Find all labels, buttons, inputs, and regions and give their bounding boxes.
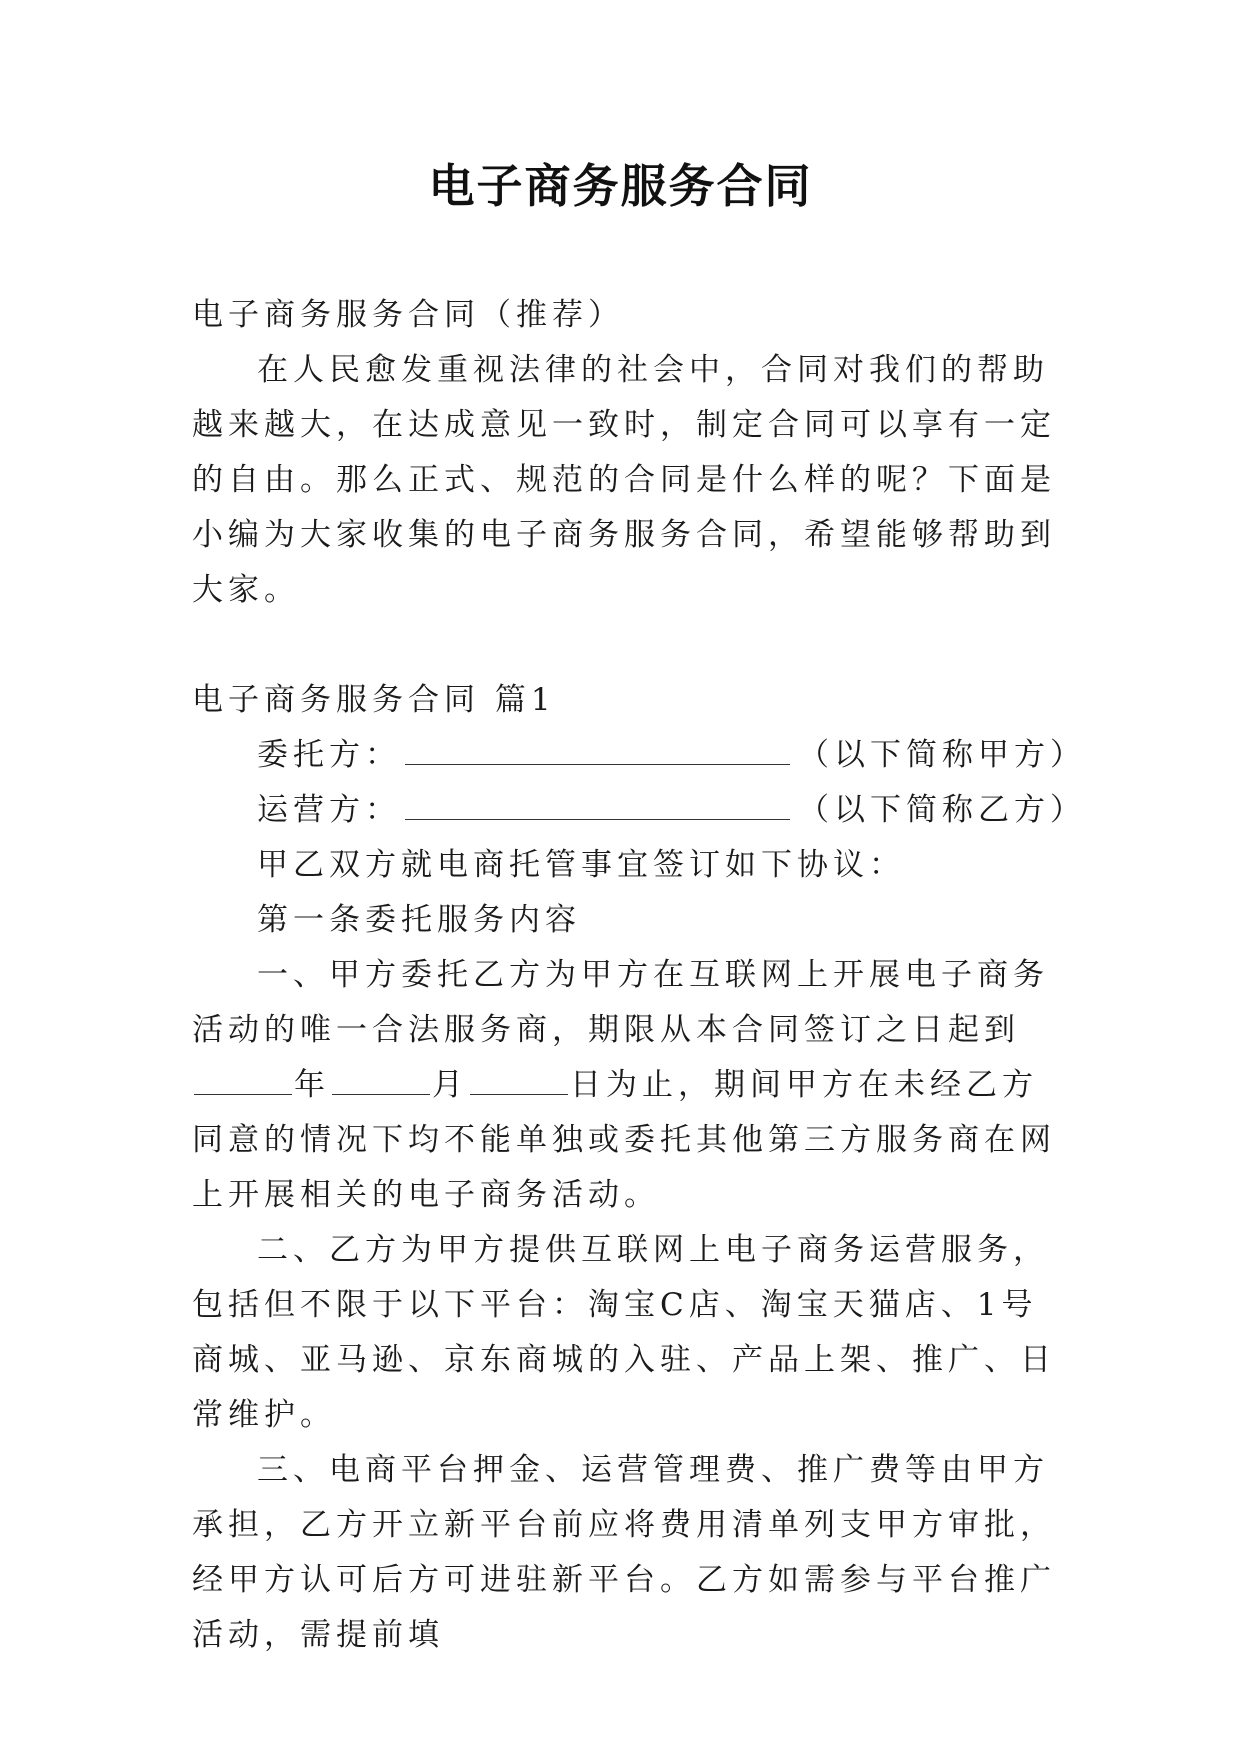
day-blank[interactable] (470, 1064, 568, 1095)
operating-party-blank[interactable] (405, 789, 790, 820)
agreement-intro: 甲乙双方就电商托管事宜签订如下协议： (257, 847, 905, 883)
section-heading: 电子商务服务合同 篇1 (192, 682, 556, 718)
operating-party-line (192, 783, 1086, 838)
entrusting-party-blank[interactable] (405, 734, 790, 765)
operating-party-label: 运营方： (257, 792, 401, 828)
entrusting-party-label: 委托方： (257, 737, 401, 773)
document-body (192, 288, 1086, 1663)
document-title: 电子商务服务合同 (428, 159, 813, 213)
clause-one-year: 年 (294, 1067, 330, 1103)
clause-one-part2: 日为止，期间甲方在未经乙方同意的情况下均不能单独或委托其他第三方服务商在网上开展相关的电子商务活动。 (192, 1067, 1056, 1213)
clause-three: 三、电商平台押金、运营管理费、推广费等由甲方承担，乙方开立新平台前应将费用清单列支甲方审批，经甲方认可后方可进驻新平台。乙方如需参与平台推广活动，需提前填 (192, 1452, 1056, 1653)
entrusting-party-suffix: （以下简称甲方） (798, 737, 1086, 773)
intro-paragraph: 在人民愈发重视法律的社会中，合同对我们的帮助越来越大，在达成意见一致时，制定合同可以享有一定的自由。那么正式、规范的合同是什么样的呢？下面是小编为大家收集的电子商务服务合同，希望能够帮助到大家。 (192, 352, 1056, 608)
clause-one-month: 月 (432, 1067, 468, 1103)
document-subtitle: 电子商务服务合同（推荐） (192, 297, 624, 333)
operating-party-suffix: （以下简称乙方） (798, 792, 1086, 828)
clause-two: 二、乙方为甲方提供互联网上电子商务运营服务，包括但不限于以下平台：淘宝C店、淘宝天猫店、1号商城、亚马逊、京东商城的入驻、产品上架、推广、日常维护。 (192, 1232, 1056, 1433)
month-blank[interactable] (332, 1064, 430, 1095)
clause-one-part1: 一、甲方委托乙方为甲方在互联网上开展电子商务活动的唯一合法服务商，期限从本合同签订之日起到 (192, 957, 1049, 1048)
clause-one (192, 948, 1062, 1223)
entrusting-party-line (192, 728, 1086, 783)
paragraph-gap (192, 618, 1062, 673)
year-blank[interactable] (194, 1064, 292, 1095)
article-one-title: 第一条委托服务内容 (257, 902, 581, 938)
